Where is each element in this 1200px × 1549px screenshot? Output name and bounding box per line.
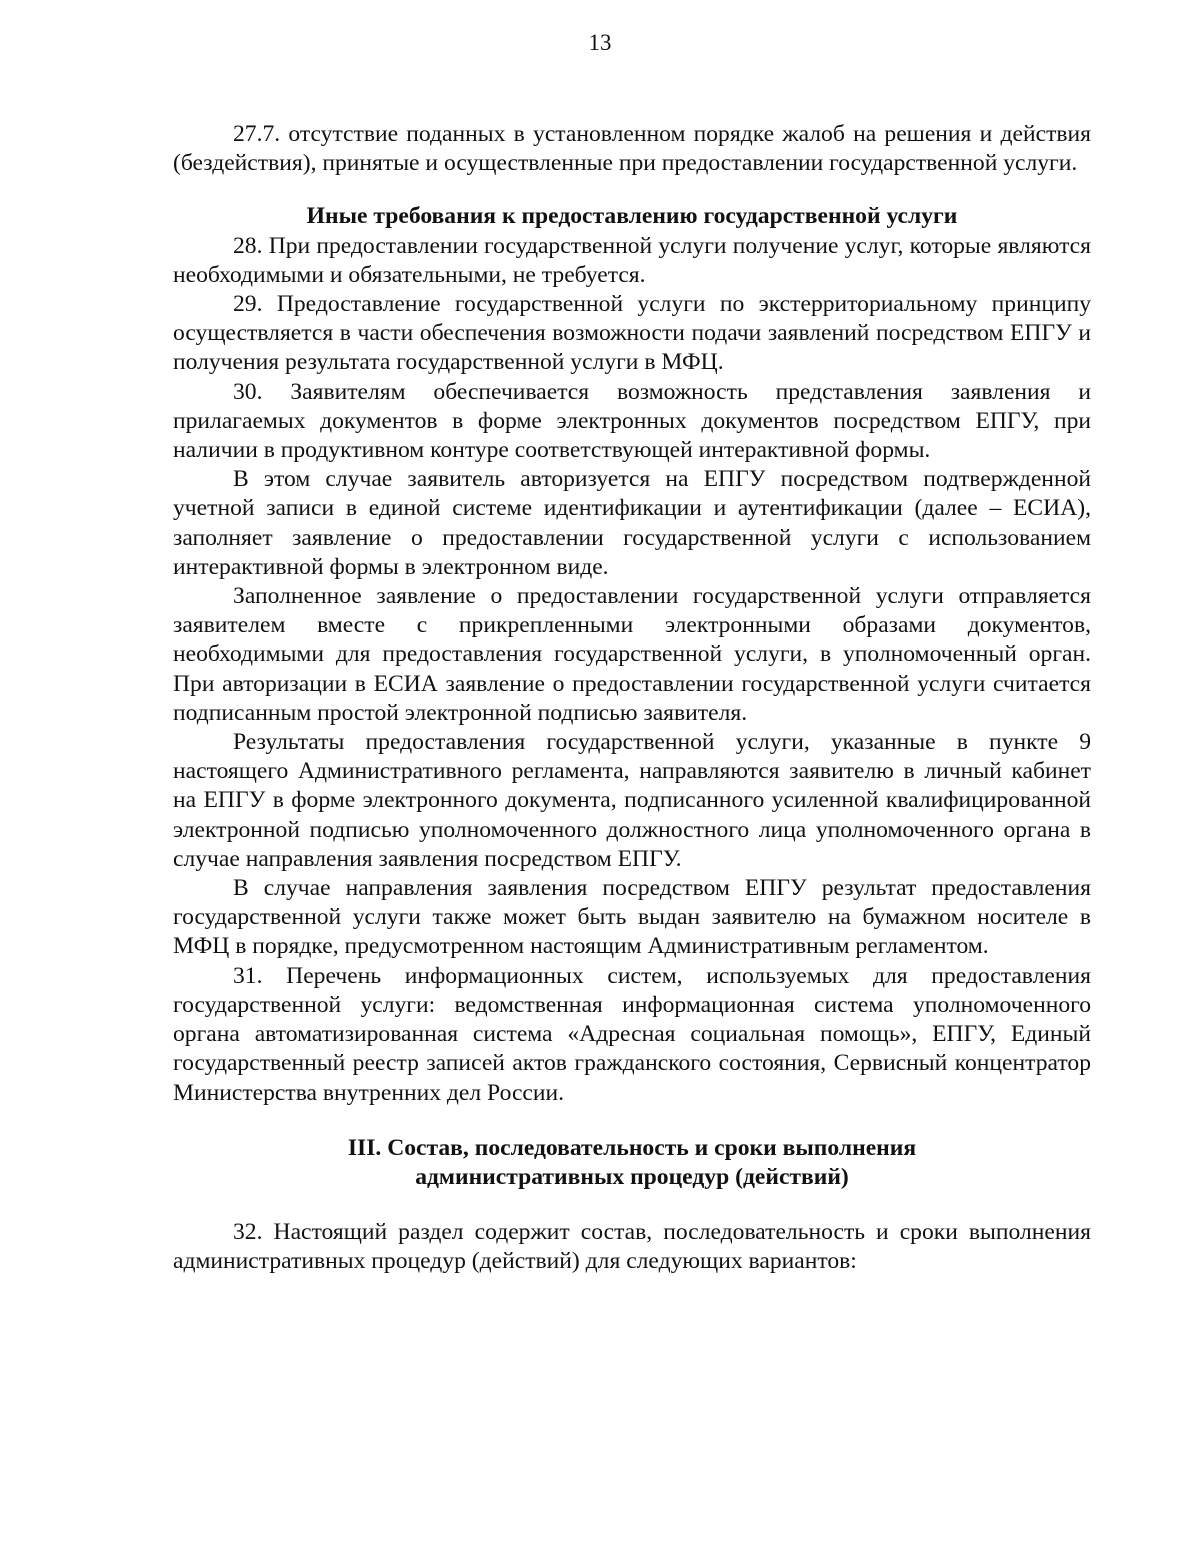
page-number: 13 — [588, 30, 612, 55]
document-body — [173, 120, 1091, 1277]
paragraph-31: 31. Перечень информационных систем, используемых для предоставления государственной услуги: ведомственная информационная система уполномоченного органа автоматизированная система «Адресная социальная помощь», ЕПГУ, Единый государственный реестр записей актов гражданского состояния, Сервисный концентратор Министерства внутренних дел России. — [173, 962, 1091, 1106]
paragraph-28: 28. При предоставлении государственной услуги получение услуг, которые являются необходимыми и обязательными, не требуется. — [173, 232, 1091, 288]
paragraph-27-7: 27.7. отсутствие поданных в установленном порядке жалоб на решения и действия (бездействия), принятые и осуществленные при предоставлении государственной услуги. — [173, 121, 1091, 177]
heading-section-3-line-1: III. Состав, последовательность и сроки выполнения — [347, 1134, 917, 1161]
paragraph-30-submission: Заполненное заявление о предоставлении государственной услуги отправляется заявителем вместе с прикрепленными электронными образами документов, необходимыми для предоставления государственной услуги, в уполномоченный орган. При авторизации в ЕСИА заявление о предоставлении государственной услуги считается подписанным простой электронной подписью заявителя. — [173, 583, 1091, 726]
paragraph-32: 32. Настоящий раздел содержит состав, последовательность и сроки выполнения административных процедур (действий) для следующих вариантов: — [173, 1219, 1091, 1275]
paragraph-30-esia: В этом случае заявитель авторизуется на ЕПГУ посредством подтвержденной учетной записи в единой системе идентификации и аутентификации (далее – ЕСИА), заполняет заявление о предоставлении государственной услуги с использованием интерактивной формы в электронном виде. — [173, 466, 1091, 580]
heading-other-requirements: Иные требования к предоставлению государственной услуги — [306, 203, 958, 230]
heading-section-3-line-2: административных процедур (действий) — [415, 1163, 849, 1190]
paragraph-30-paper: В случае направления заявления посредством ЕПГУ результат предоставления государственной услуги также может быть выдан заявителю на бумажном носителе в МФЦ в порядке, предусмотренном настоящим Административным регламентом. — [173, 875, 1091, 960]
paragraph-29: 29. Предоставление государственной услуги по экстерриториальному принципу осуществляется в части обеспечения возможности подачи заявлений посредством ЕПГУ и получения результата государственной услуги в МФЦ. — [173, 291, 1091, 376]
paragraph-30-results: Результаты предоставления государственной услуги, указанные в пункте 9 настоящего Административного регламента, направляются заявителю в личный кабинет на ЕПГУ в форме электронного документа, подписанного усиленной квалифицированной электронной подписью уполномоченного должностного лица уполномоченного органа в случае направления заявления посредством ЕПГУ. — [173, 729, 1091, 872]
heading-section-3 — [173, 1108, 1091, 1192]
paragraph-30: 30. Заявителям обеспечивается возможность представления заявления и прилагаемых документов в форме электронных документов посредством ЕПГУ, при наличии в продуктивном контуре соответствующей интерактивной формы. — [173, 378, 1091, 464]
